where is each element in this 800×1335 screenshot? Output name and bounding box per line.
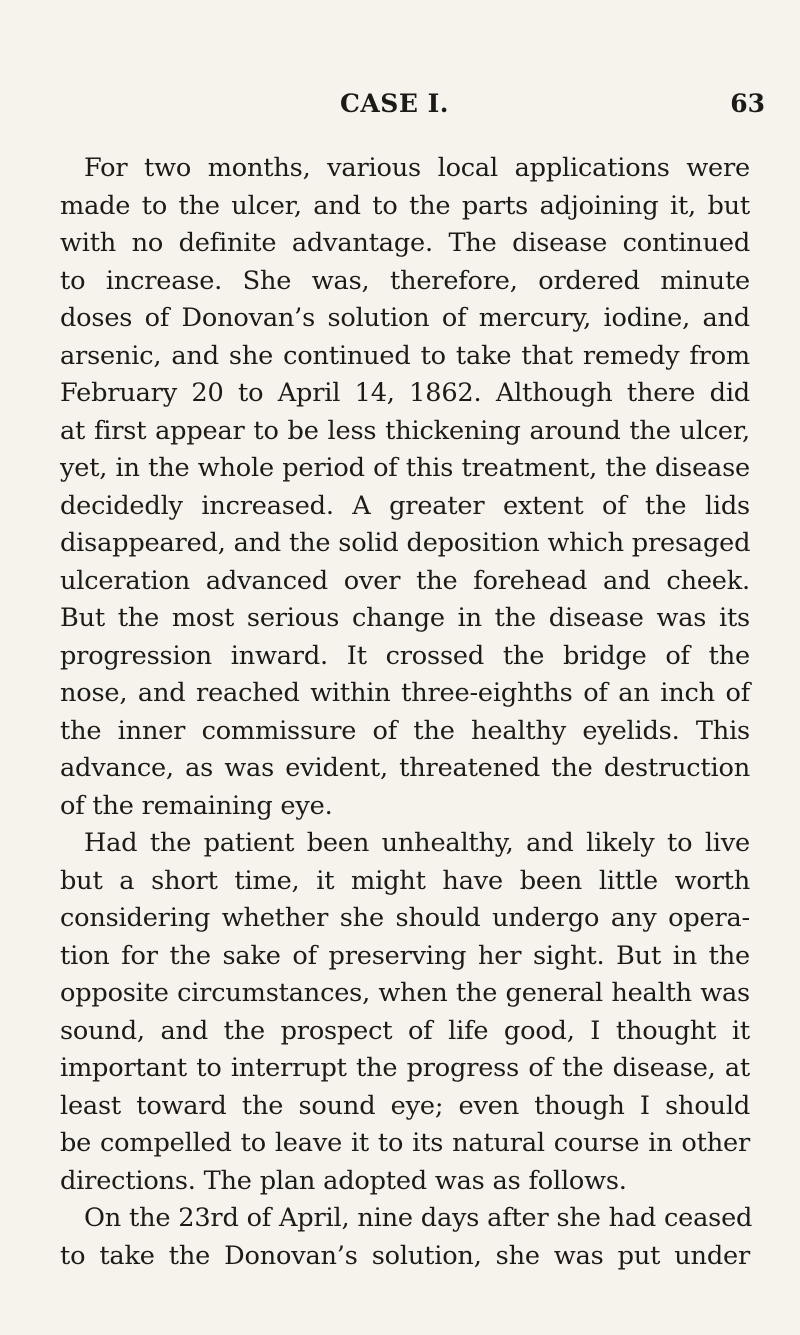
text-line: of the remaining eye. [60,790,333,821]
text-line: be compelled to leave it to its natural course in other [60,1128,750,1158]
text-line: directions. The plan adopted was as follows. [60,1165,627,1196]
text-line: nose, and reached within three-eighths of an inch of [60,678,750,708]
text-line: to take the Donovan’s solution, she was put under [60,1240,750,1271]
text-line: but a short time, it might have been little worth [60,865,750,896]
page-number: 63 [730,89,765,118]
text-line: yet, in the whole period of this treatment, the disease [60,453,750,483]
running-head [0,86,800,122]
text-line: progression inward. It crossed the bridge of the [60,640,750,671]
text-line: tion for the sake of preserving her sight. But in the [60,940,750,971]
text-line: to increase. She was, therefore, ordered minute [60,265,750,296]
text-line: advance, as was evident, threatened the destruction [60,753,750,783]
chapter-heading: CASE I. [340,89,450,118]
body-text [60,150,753,1275]
text-line: least toward the sound eye; even though I should [60,1090,750,1121]
text-line: sound, and the prospect of life good, I thought it [60,1015,750,1046]
text-line: the inner commissure of the healthy eyelids. This [60,715,750,746]
text-line: made to the ulcer, and to the parts adjoining it, but [60,190,750,221]
text-line: doses of Donovan’s solution of mercury, iodine, and [60,303,750,333]
text-line: at first appear to be less thickening around the ulcer, [60,415,750,446]
text-line: ulceration advanced over the forehead and cheek. [60,565,750,596]
text-line: For two months, various local applications were [84,153,750,183]
text-line: Had the patient been unhealthy, and likely to live [84,828,750,858]
text-line: arsenic, and she continued to take that remedy from [60,340,750,371]
text-line: February 20 to April 14, 1862. Although there did [60,378,750,408]
text-line: considering whether she should undergo any opera- [60,903,750,933]
text-line: important to interrupt the progress of the disease, at [60,1053,750,1083]
text-line: opposite circumstances, when the general health was [60,978,750,1008]
text-line: with no definite advantage. The disease continued [60,228,750,258]
text-line: disappeared, and the solid deposition which presaged [60,528,751,558]
text-line: But the most serious change in the disease was its [60,603,750,633]
text-line: On the 23rd of April, nine days after she had ceased [84,1203,753,1233]
text-line: decidedly increased. A greater extent of the lids [60,490,750,521]
